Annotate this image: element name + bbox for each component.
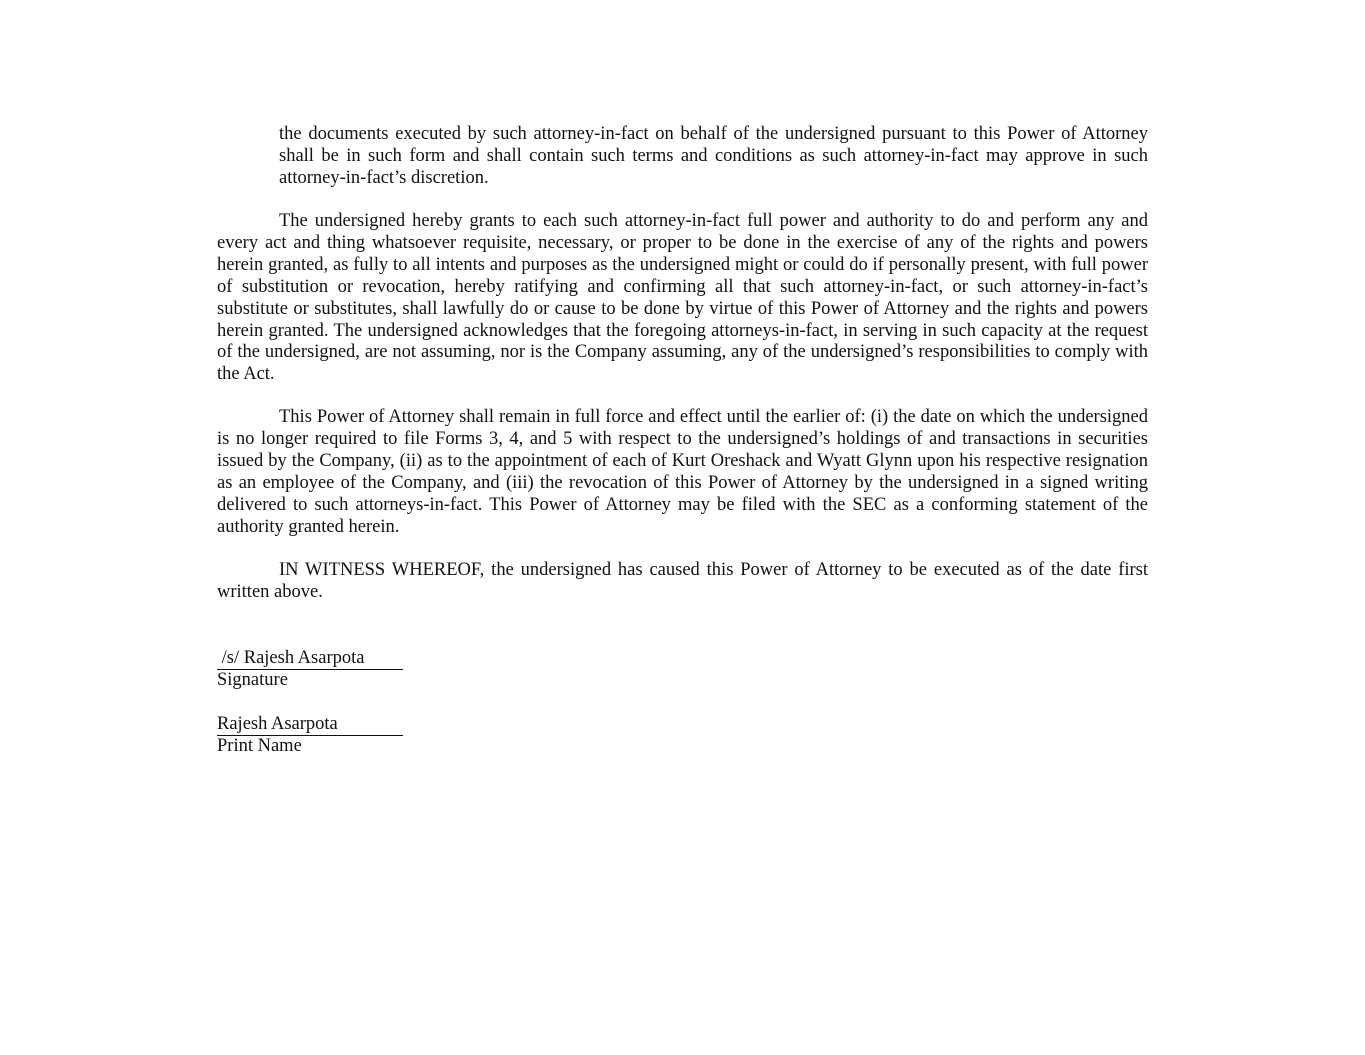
paragraph-in-witness: IN WITNESS WHEREOF, the undersigned has caused this Power of Attorney to be executed as of the date first written above. xyxy=(217,560,1148,602)
signature-value: /s/ Rajesh Asarpota xyxy=(217,647,403,670)
paragraph-continuation: the documents executed by such attorney-in-fact on behalf of the undersigned pursuant to this Power of Attorney shall be in such form and shall contain such terms and conditions as such attorney-in-fact may approve in such attorney-in-fact’s discretion. xyxy=(279,124,1148,188)
paragraph-term: This Power of Attorney shall remain in full force and effect until the earlier of: (i) the date on which the undersigned is no longer required to file Forms 3, 4, and 5 with respect to the undersigned’s holdings of and transactions in securities issued by the Company, (ii) as to the appointment of each of Kurt Oreshack and Wyatt Glynn upon his respective resignation as an employee of the Company, and (iii) the revocation of this Power of Attorney by the undersigned in a signed writing delivered to such attorneys-in-fact. This Power of Attorney may be filed with the SEC as a conforming statement of the authority granted herein. xyxy=(217,407,1148,537)
print-name-value: Rajesh Asarpota xyxy=(217,713,403,736)
paragraph-grant-of-authority: The undersigned hereby grants to each such attorney-in-fact full power and authority to do and perform any and every act and thing whatsoever requisite, necessary, or proper to be done in the exercise of any of the rights and powers herein granted, as fully to all intents and purposes as the undersigned might or could do if personally present, with full power of substitution or revocation, hereby ratifying and confirming all that such attorney-in-fact, or such attorney-in-fact’s substitute or substitutes, shall lawfully do or cause to be done by virtue of this Power of Attorney and the rights and powers herein granted. The undersigned acknowledges that the foregoing attorneys-in-fact, in serving in such capacity at the request of the undersigned, are not assuming, nor is the Company assuming, any of the undersigned’s responsibilities to comply with the Act. xyxy=(217,211,1148,385)
signature-label: Signature xyxy=(217,670,288,690)
print-name-label: Print Name xyxy=(217,736,302,756)
